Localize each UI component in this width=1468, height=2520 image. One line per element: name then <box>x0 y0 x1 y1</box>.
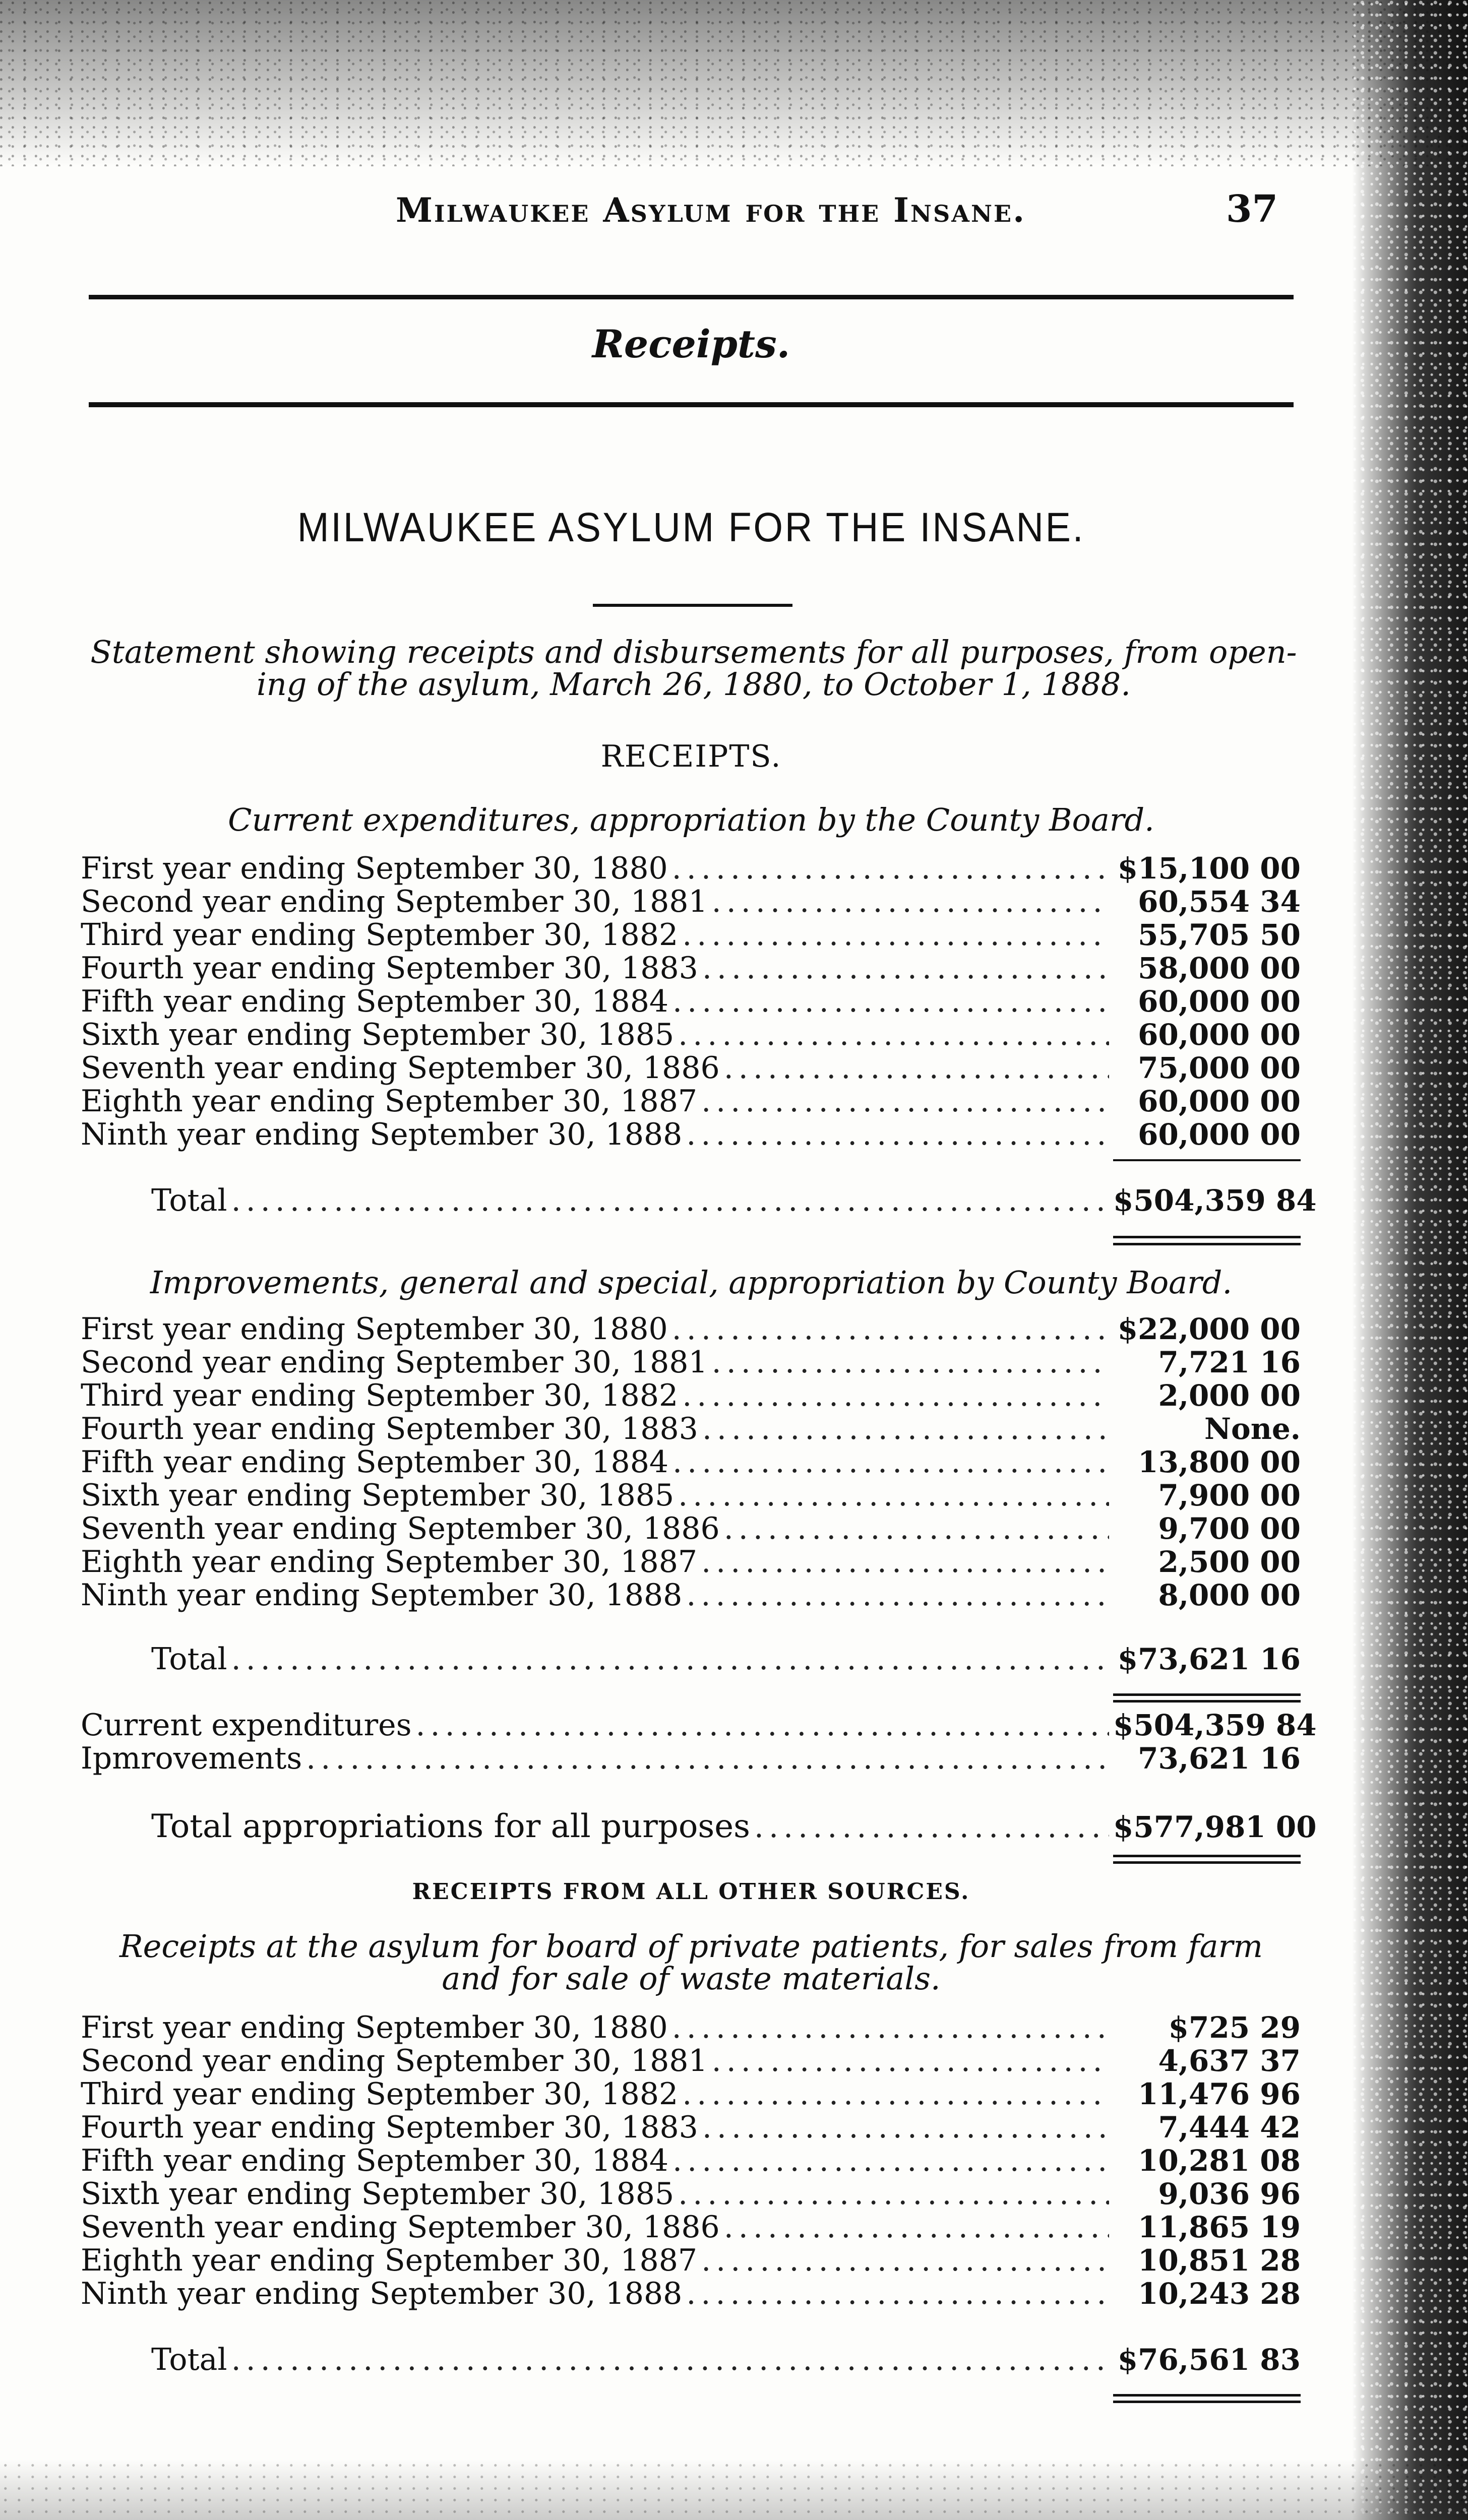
row-label: Fifth year ending September 30, 1884 <box>81 984 669 1019</box>
table-row <box>81 1118 1301 1151</box>
dot-leader <box>672 2011 1109 2044</box>
row-amount: 60,000 00 <box>1138 1084 1301 1118</box>
dot-leader <box>724 2211 1109 2244</box>
dot-leader <box>754 1804 1109 1850</box>
row-label: First year ending September 30, 1880 <box>81 851 668 886</box>
table-row <box>81 1412 1301 1445</box>
row-label: Ipmrovements <box>81 1741 302 1776</box>
table-row <box>81 1512 1301 1545</box>
row-amount: 4,637 37 <box>1158 2044 1301 2078</box>
current-total <box>81 1174 1317 1227</box>
page-number: 37 <box>1226 187 1278 231</box>
dot-leader <box>712 1346 1109 1379</box>
row-label: Second year ending September 30, 1881 <box>81 2043 708 2078</box>
dot-leader <box>682 918 1109 952</box>
row-amount: 7,721 16 <box>1158 1345 1301 1379</box>
row-label: Eighth year ending September 30, 1887 <box>81 1084 698 1119</box>
other-sources-subheading-line-1: Receipts at the asylum for board of private patients, for sales from farm <box>119 1928 1263 1965</box>
receipts-heading: RECEIPTS. <box>600 739 782 774</box>
table-row-total <box>81 1633 1301 1685</box>
table-row <box>81 1312 1301 1346</box>
row-amount: 8,000 00 <box>1158 1578 1301 1612</box>
row-amount: 60,000 00 <box>1138 1018 1301 1052</box>
dot-leader <box>231 2334 1109 2386</box>
table-row <box>81 1018 1301 1051</box>
total-label: Total <box>151 1183 227 1218</box>
grand-total <box>81 1803 1317 1850</box>
dot-leader <box>231 1174 1109 1227</box>
table-row <box>81 885 1301 918</box>
dot-leader <box>702 1412 1109 1445</box>
table-row <box>81 1379 1301 1412</box>
dot-leader <box>678 1479 1109 1512</box>
dot-leader <box>672 852 1109 885</box>
dot-leader <box>415 1709 1109 1742</box>
row-label: Second year ending September 30, 1881 <box>81 884 708 919</box>
row-amount: $15,100 00 <box>1117 851 1301 886</box>
row-label: Third year ending September 30, 1882 <box>81 917 679 953</box>
row-amount: 10,243 28 <box>1138 2277 1301 2311</box>
improvements-double-rule-2 <box>1113 1700 1301 1703</box>
dot-leader <box>702 2111 1109 2144</box>
row-label: Sixth year ending September 30, 1885 <box>81 1478 675 1513</box>
document-title: MILWAUKEE ASYLUM FOR THE INSANE. <box>297 505 1085 550</box>
total-amount: $504,359 84 <box>1113 1183 1317 1218</box>
row-label: Fifth year ending September 30, 1884 <box>81 1444 669 1480</box>
table-row <box>81 1346 1301 1379</box>
section-heading: Receipts. <box>592 322 790 366</box>
table-row <box>81 2211 1301 2244</box>
other-double-rule-2 <box>1113 2401 1301 2403</box>
dot-leader <box>306 1742 1109 1775</box>
table-row <box>81 1579 1301 1612</box>
dot-leader <box>724 1512 1109 1545</box>
row-amount: 9,036 96 <box>1158 2177 1301 2211</box>
dot-leader <box>672 1312 1109 1346</box>
dot-leader <box>672 2144 1109 2177</box>
grand-total-label: Total appropriations for all purposes <box>151 1808 750 1845</box>
other-sources-table <box>81 2011 1301 2310</box>
dot-leader <box>701 1085 1109 1118</box>
dot-leader <box>686 1118 1109 1151</box>
statement-line-1: Statement showing receipts and disbursements for all purposes, from open- <box>90 634 1297 670</box>
other-sources-heading: RECEIPTS FROM ALL OTHER SOURCES. <box>412 1879 970 1905</box>
row-label: Ninth year ending September 30, 1888 <box>81 2276 683 2311</box>
table-row <box>81 1445 1301 1479</box>
table-row <box>81 1545 1301 1579</box>
row-label: Fourth year ending September 30, 1883 <box>81 1411 698 1446</box>
improvements-total <box>81 1633 1301 1685</box>
row-label: First year ending September 30, 1880 <box>81 2010 668 2045</box>
dot-leader <box>686 2277 1109 2310</box>
row-label: Sixth year ending September 30, 1885 <box>81 1017 675 1052</box>
running-head: Milwaukee Asylum for the Insane. <box>395 191 1026 230</box>
dot-leader <box>682 1379 1109 1412</box>
row-amount: 60,000 00 <box>1138 984 1301 1019</box>
dot-leader <box>682 2077 1109 2111</box>
row-amount: 60,000 00 <box>1138 1117 1301 1152</box>
row-label: Sixth year ending September 30, 1885 <box>81 2176 675 2212</box>
dot-leader <box>701 2244 1109 2277</box>
table-row <box>81 2177 1301 2211</box>
table-row <box>81 985 1301 1018</box>
row-label: Eighth year ending September 30, 1887 <box>81 2243 698 2278</box>
row-label: Ninth year ending September 30, 1888 <box>81 1117 683 1152</box>
row-amount: 10,851 28 <box>1138 2243 1301 2278</box>
header-rule-top <box>89 295 1294 299</box>
summary-double-rule-1 <box>1113 1855 1301 1857</box>
total-amount: $76,561 83 <box>1117 2343 1301 2377</box>
row-amount: 75,000 00 <box>1138 1051 1301 1085</box>
table-row <box>81 2111 1301 2144</box>
table-row <box>81 918 1301 952</box>
row-label: Current expenditures <box>81 1708 412 1743</box>
row-label: Seventh year ending September 30, 1886 <box>81 1050 720 1086</box>
dot-leader <box>672 1445 1109 1479</box>
row-amount: 2,500 00 <box>1158 1545 1301 1579</box>
dot-leader <box>678 2177 1109 2211</box>
dot-leader <box>672 985 1109 1018</box>
other-sources-subheading <box>89 1930 1294 1995</box>
table-row <box>81 1708 1317 1743</box>
dot-leader <box>712 2044 1109 2077</box>
row-amount: $22,000 00 <box>1117 1312 1301 1346</box>
table-row <box>81 1085 1301 1118</box>
row-amount: 10,281 08 <box>1138 2144 1301 2178</box>
row-label: Ninth year ending September 30, 1888 <box>81 1578 683 1613</box>
table-row <box>81 2244 1301 2277</box>
row-label: Third year ending September 30, 1882 <box>81 2076 679 2112</box>
header-rule-bottom <box>89 402 1294 407</box>
table-row-total <box>81 2334 1301 2386</box>
statement-caption <box>89 636 1299 701</box>
row-amount: 13,800 00 <box>1138 1445 1301 1479</box>
dot-leader <box>678 1018 1109 1051</box>
row-label: Fourth year ending September 30, 1883 <box>81 951 698 986</box>
row-amount: 7,444 42 <box>1158 2110 1301 2145</box>
dot-leader <box>712 885 1109 918</box>
dot-leader <box>686 1579 1109 1612</box>
row-amount: 73,621 16 <box>1138 1741 1301 1776</box>
other-double-rule-1 <box>1113 2394 1301 2397</box>
table-row <box>81 952 1301 985</box>
current-double-rule-2 <box>1113 1243 1301 1245</box>
title-short-rule <box>593 604 792 607</box>
table-row <box>81 1479 1301 1512</box>
dot-leader <box>724 1051 1109 1085</box>
improvements-table <box>81 1312 1301 1612</box>
grand-total-amount: $577,981 00 <box>1113 1810 1317 1844</box>
row-label: Seventh year ending September 30, 1886 <box>81 1511 720 1546</box>
row-label: Third year ending September 30, 1882 <box>81 1378 679 1413</box>
table-row <box>81 2011 1301 2044</box>
dot-leader <box>701 1545 1109 1579</box>
row-amount: 55,705 50 <box>1138 918 1301 952</box>
row-amount: 7,900 00 <box>1158 1478 1301 1513</box>
table-row <box>81 1051 1301 1085</box>
table-row <box>81 2144 1301 2177</box>
improvements-double-rule-1 <box>1113 1693 1301 1696</box>
total-label: Total <box>151 2342 227 2377</box>
row-amount: 58,000 00 <box>1138 951 1301 985</box>
table-row <box>81 2277 1301 2310</box>
row-amount: $725 29 <box>1168 2010 1301 2045</box>
current-double-rule-1 <box>1113 1236 1301 1238</box>
other-sources-subheading-line-2: and for sale of waste materials. <box>442 1960 941 1997</box>
improvements-heading: Improvements, general and special, appropriation by County Board. <box>150 1264 1233 1301</box>
table-row <box>81 2044 1301 2077</box>
row-amount: $504,359 84 <box>1113 1708 1317 1742</box>
row-label: Fifth year ending September 30, 1884 <box>81 2143 669 2178</box>
row-amount: 11,865 19 <box>1138 2210 1301 2244</box>
total-amount: $73,621 16 <box>1117 1642 1301 1676</box>
row-amount: 11,476 96 <box>1138 2077 1301 2111</box>
total-label: Total <box>151 1642 227 1677</box>
current-expenditures-table <box>81 852 1301 1151</box>
dot-leader <box>231 1633 1109 1685</box>
table-row <box>81 1742 1301 1775</box>
row-amount: 2,000 00 <box>1158 1378 1301 1413</box>
table-row-grand-total <box>81 1803 1317 1850</box>
statement-line-2: ing of the asylum, March 26, 1880, to October 1, 1888. <box>257 666 1131 703</box>
row-amount: 9,700 00 <box>1158 1511 1301 1546</box>
current-sum-rule <box>1113 1159 1301 1161</box>
dot-leader <box>702 952 1109 985</box>
row-label: Eighth year ending September 30, 1887 <box>81 1544 698 1580</box>
row-amount: 60,554 34 <box>1138 885 1301 919</box>
other-sources-total <box>81 2334 1301 2386</box>
table-row <box>81 852 1301 885</box>
row-amount: None. <box>1204 1412 1301 1446</box>
current-expenditures-heading: Current expenditures, appropriation by the County Board. <box>228 801 1154 838</box>
summary-table <box>81 1708 1317 1776</box>
table-row-total <box>81 1174 1317 1227</box>
row-label: Second year ending September 30, 1881 <box>81 1345 708 1380</box>
summary-double-rule-2 <box>1113 1861 1301 1864</box>
row-label: First year ending September 30, 1880 <box>81 1311 668 1347</box>
row-label: Seventh year ending September 30, 1886 <box>81 2210 720 2245</box>
table-row <box>81 2077 1301 2111</box>
row-label: Fourth year ending September 30, 1883 <box>81 2110 698 2145</box>
